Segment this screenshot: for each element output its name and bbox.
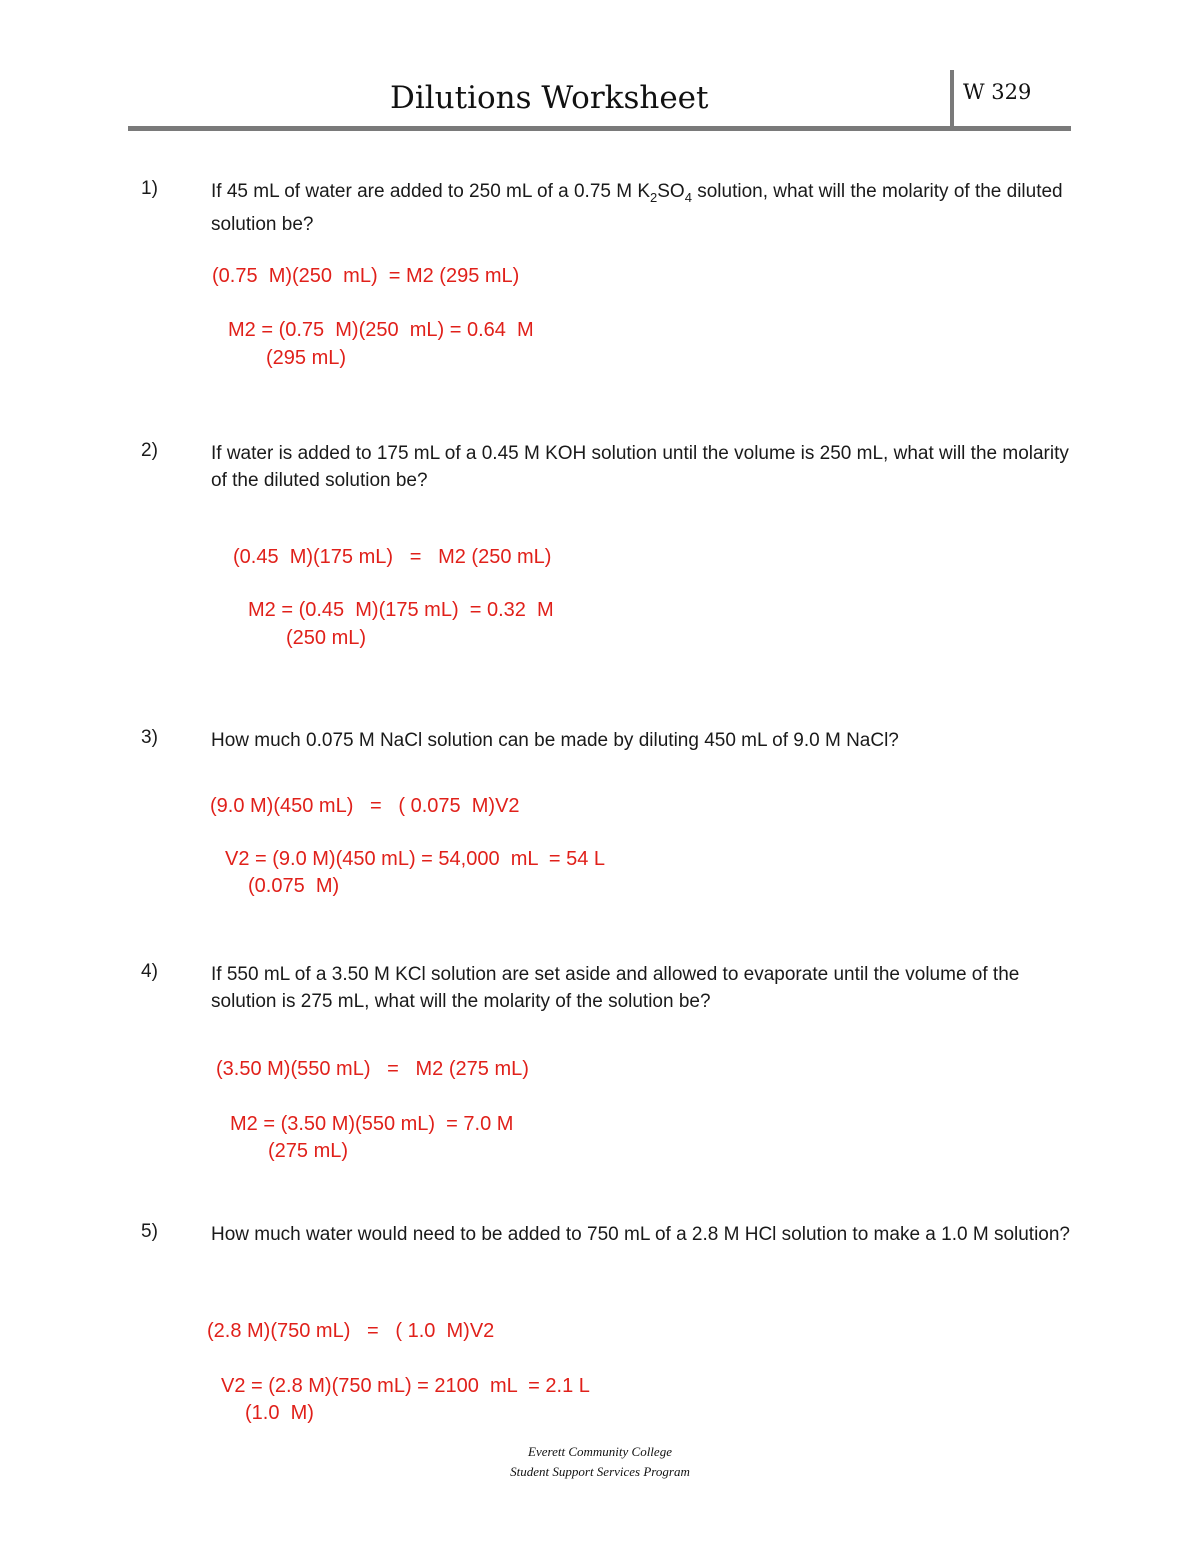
question-2-number: 2) (141, 440, 158, 461)
answer-3-denominator: (0.075 M) (248, 875, 340, 897)
question-3-number: 3) (141, 727, 158, 748)
header-vertical-divider (950, 70, 954, 128)
answer-1-equation: (0.75 M)(250 mL) = M2 (295 mL) (212, 265, 520, 287)
answer-4-equation: (3.50 M)(550 mL) = M2 (275 mL) (216, 1058, 529, 1080)
answer-5-equation: (2.8 M)(750 mL) = ( 1.0 M)V2 (207, 1320, 495, 1342)
answer-1-denominator: (295 mL) (266, 347, 347, 369)
answer-2-denominator: (250 mL) (286, 627, 367, 649)
answer-3-equation: (9.0 M)(450 mL) = ( 0.075 M)V2 (210, 795, 520, 817)
question-1-text-part3: solution, what will the molarity of the diluted solution be? (211, 181, 1063, 235)
question-4-number: 4) (141, 961, 158, 982)
question-1-text-part2: SO (657, 181, 685, 202)
question-1-subscript-2: 2 (650, 189, 658, 205)
page-title: Dilutions Worksheet (390, 80, 709, 116)
footer-program: Student Support Services Program (510, 1464, 690, 1479)
question-5-text: How much water would need to be added to 750 mL of a 2.8 M HCl solution to make a 1.0 M solution? (211, 1224, 1070, 1245)
answer-4-denominator: (275 mL) (268, 1140, 349, 1162)
question-1-text (211, 178, 1071, 238)
answer-5-denominator: (1.0 M) (245, 1402, 314, 1424)
header-horizontal-rule (128, 126, 1071, 131)
answer-2-solution: M2 = (0.45 M)(175 mL) = 0.32 M (248, 599, 554, 621)
question-4-text: If 550 mL of a 3.50 M KCl solution are set aside and allowed to evaporate until the volume of the solution is 275 mL, what will the molarity of the solution be? (211, 964, 1020, 1012)
question-2-text: If water is added to 175 mL of a 0.45 M KOH solution until the volume is 250 mL, what will the molarity of the diluted solution be? (211, 443, 1069, 491)
question-1-number: 1) (141, 178, 158, 199)
question-5-number: 5) (141, 1221, 158, 1242)
worksheet-code: W 329 (963, 80, 1032, 104)
answer-4-solution: M2 = (3.50 M)(550 mL) = 7.0 M (230, 1113, 514, 1135)
answer-5-solution: V2 = (2.8 M)(750 mL) = 2100 mL = 2.1 L (221, 1375, 590, 1397)
footer-college: Everett Community College (528, 1444, 672, 1459)
question-1-text-part1: If 45 mL of water are added to 250 mL of a 0.75 M K (211, 181, 651, 202)
question-1-subscript-4: 4 (684, 189, 692, 205)
answer-1-solution: M2 = (0.75 M)(250 mL) = 0.64 M (228, 319, 534, 341)
answer-3-solution: V2 = (9.0 M)(450 mL) = 54,000 mL = 54 L (225, 848, 606, 870)
answer-2-equation: (0.45 M)(175 mL) = M2 (250 mL) (233, 546, 552, 568)
question-3-text: How much 0.075 M NaCl solution can be made by diluting 450 mL of 9.0 M NaCl? (211, 730, 899, 751)
